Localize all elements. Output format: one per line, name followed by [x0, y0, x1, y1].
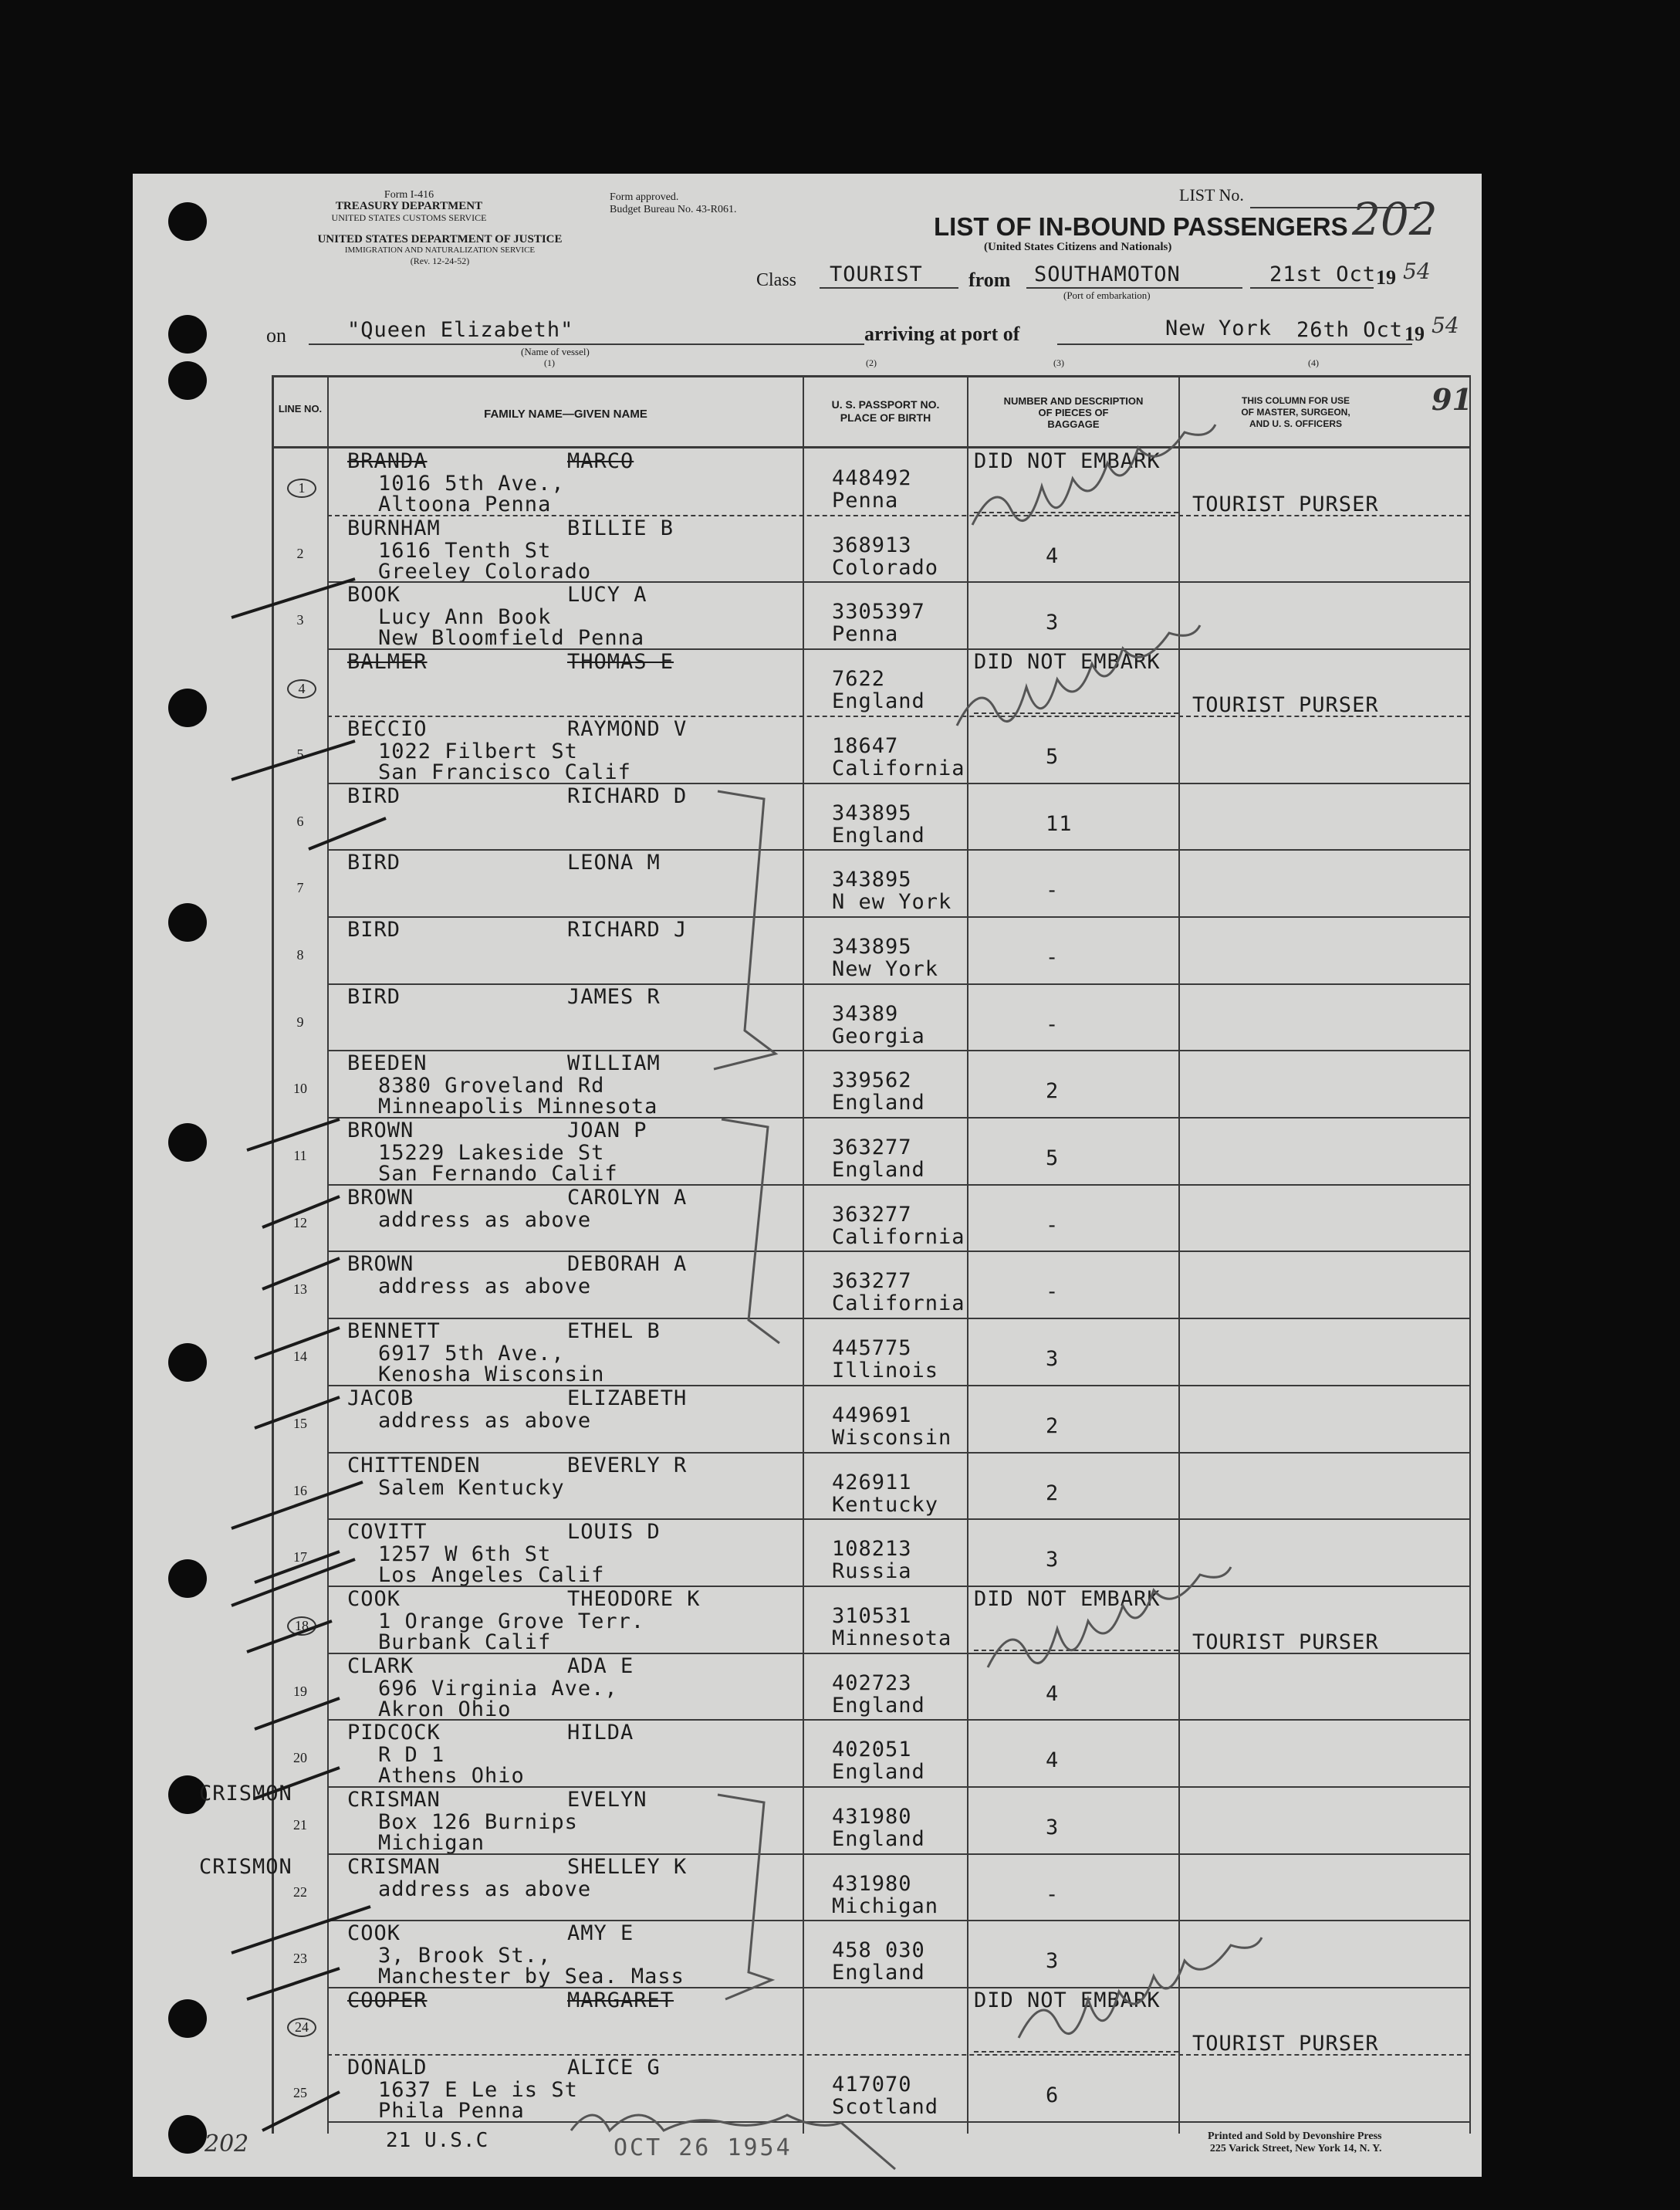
passport-number: 363277 — [832, 1269, 912, 1294]
binder-hole — [168, 2115, 207, 2154]
line-number: 16 — [293, 1482, 307, 1498]
address-line-1: 696 Virginia Ave., — [378, 1676, 618, 1701]
document-title: LIST OF IN-BOUND PASSENGERS — [934, 212, 1348, 241]
given-name: MARCO — [567, 449, 634, 473]
family-name: COVITT — [347, 1520, 428, 1545]
place-of-birth: England — [832, 1961, 925, 1985]
on-label: on — [266, 324, 286, 347]
line-number: 1 — [287, 479, 316, 498]
family-name: BEEDEN — [347, 1051, 428, 1076]
place-of-birth: California — [832, 756, 965, 780]
line-number: 12 — [293, 1214, 307, 1230]
line-number: 14 — [293, 1349, 307, 1365]
manifest-page — [133, 174, 1482, 2177]
budget-bureau: Budget Bureau No. 43-R061. — [610, 204, 737, 215]
date-stamp: OCT 26 1954 — [614, 2134, 793, 2161]
family-name: PIDCOCK — [347, 1721, 441, 1745]
line-number: 11 — [293, 1148, 307, 1163]
arriving-label: arriving at port of — [864, 323, 1020, 345]
family-name: COOPER — [347, 1988, 428, 2013]
line-number: 24 — [287, 2018, 316, 2037]
address-line-2: Akron Ohio — [378, 1697, 512, 1721]
row-divider — [327, 1184, 1469, 1186]
address-line-2: Manchester by Sea. Mass — [378, 1965, 685, 1989]
form-number: Form I-416 — [384, 189, 434, 201]
column-header-baggage-2: OF PIECES OF — [1038, 407, 1109, 418]
given-name: CAROLYN A — [567, 1185, 688, 1210]
address-line-1: address as above — [378, 1877, 592, 1901]
row-divider — [327, 1251, 1469, 1252]
address-line-1: address as above — [378, 1408, 592, 1433]
family-name: CRISMAN — [347, 1854, 441, 1879]
baggage-count: 5 — [1046, 1146, 1060, 1170]
column-header-birth: PLACE OF BIRTH — [840, 411, 931, 424]
given-name: ELIZABETH — [567, 1386, 688, 1410]
place-of-birth: Scotland — [832, 2094, 939, 2119]
baggage-count: 3 — [1046, 1347, 1060, 1372]
column-header-passport: U. S. PASSPORT NO. — [831, 398, 940, 411]
place-of-birth: Michigan — [832, 1894, 939, 1918]
from-label: from — [968, 269, 1011, 291]
given-name: DEBORAH A — [567, 1252, 688, 1277]
binder-hole — [168, 361, 207, 400]
place-of-birth: Illinois — [832, 1359, 939, 1383]
treasury-department: TREASURY DEPARTMENT — [335, 200, 483, 212]
column-header-baggage: NUMBER AND DESCRIPTION — [1003, 395, 1144, 407]
family-name: CRISMAN — [347, 1788, 441, 1812]
baggage-count: 3 — [1046, 1949, 1060, 1974]
passport-number: 402051 — [832, 1738, 912, 1762]
place-of-birth: Colorado — [832, 555, 939, 580]
officer-note: TOURIST PURSER — [1192, 693, 1379, 718]
place-of-birth: N ew York — [832, 890, 952, 915]
list-number: 202 — [1352, 193, 1438, 245]
line-number: 21 — [293, 1817, 307, 1833]
given-name: THEODORE K — [567, 1586, 701, 1611]
line-number: 13 — [293, 1281, 307, 1298]
baggage-count: - — [1046, 1882, 1060, 1907]
row-divider — [327, 1920, 1469, 1921]
column-header-name: FAMILY NAME—GIVEN NAME — [484, 408, 647, 421]
place-of-birth: Kentucky — [832, 1492, 939, 1517]
port-caption: (Port of embarkation) — [1063, 289, 1151, 301]
line-number: 20 — [293, 1750, 307, 1766]
place-of-birth: England — [832, 1091, 925, 1115]
row-divider — [327, 1452, 1469, 1454]
usc-reference: 21 U.S.C — [386, 2129, 489, 2152]
address-line-1: Box 126 Burnips — [378, 1810, 578, 1834]
passport-number: 310531 — [832, 1603, 912, 1628]
address-line-1: 8380 Groveland Rd — [378, 1074, 605, 1098]
address-line-2: New Bloomfield Penna — [378, 626, 645, 651]
binder-hole — [168, 202, 207, 241]
row-divider — [327, 783, 1469, 784]
column-header-officers-3: AND U. S. OFFICERS — [1249, 418, 1342, 429]
row-divider — [327, 916, 1469, 918]
immigration-service: IMMIGRATION AND NATURALIZATION SERVICE — [344, 245, 536, 255]
address-line-2: Minneapolis Minnesota — [378, 1095, 658, 1119]
officer-note: TOURIST PURSER — [1192, 492, 1379, 516]
line-number: 19 — [293, 1683, 307, 1699]
family-name: DONALD — [347, 2055, 428, 2080]
line-number: 6 — [296, 813, 304, 829]
binder-hole — [168, 1559, 207, 1598]
line-number: 25 — [293, 2084, 307, 2100]
passport-number: 108213 — [832, 1537, 912, 1562]
column-number-4: (4) — [1308, 357, 1319, 368]
place-of-birth: Georgia — [832, 1024, 925, 1048]
given-name: BEVERLY R — [567, 1453, 688, 1477]
form-approved: Form approved. — [610, 191, 679, 203]
row-divider — [327, 1518, 1469, 1520]
printer-address: 225 Varick Street, New York 14, N. Y. — [1209, 2143, 1382, 2154]
family-name: BIRD — [347, 984, 401, 1009]
family-name: BRANDA — [347, 449, 428, 473]
given-name: ALICE G — [567, 2055, 661, 2080]
bottom-handwritten-number: 202 — [205, 2130, 249, 2158]
address-line-1: 1016 5th Ave., — [378, 472, 565, 496]
line-number: 9 — [296, 1014, 304, 1030]
address-line-2: Altoona Penna — [378, 492, 552, 516]
passport-number: 363277 — [832, 1135, 912, 1159]
given-name: SHELLEY K — [567, 1854, 688, 1879]
vessel-name: "Queen Elizabeth" — [347, 318, 574, 342]
binder-hole — [168, 1123, 207, 1162]
address-line-1: 15229 Lakeside St — [378, 1141, 605, 1165]
place-of-birth: California — [832, 1291, 965, 1316]
family-name: COOK — [347, 1921, 401, 1946]
arrival-port: New York — [1165, 316, 1273, 340]
address-line-1: 1022 Filbert St — [378, 739, 578, 763]
row-divider — [327, 1050, 1469, 1051]
baggage-status: DID NOT EMBARK — [974, 1988, 1161, 2013]
line-number: 23 — [293, 1951, 307, 1967]
address-line-1: 1637 E Le is St — [378, 2077, 578, 2102]
given-name: RICHARD J — [567, 917, 688, 942]
binder-hole — [168, 315, 207, 354]
row-divider — [327, 1719, 1469, 1721]
line-number: 4 — [287, 679, 316, 699]
arrival-year: 54 — [1432, 313, 1459, 338]
baggage-status: DID NOT EMBARK — [974, 1586, 1161, 1611]
passport-number: 34389 — [832, 1001, 899, 1026]
family-name: CHITTENDEN — [347, 1453, 481, 1477]
class-value: TOURIST — [830, 262, 923, 286]
binder-hole — [168, 1343, 207, 1382]
column-header-officers: THIS COLUMN FOR USE — [1242, 395, 1350, 406]
place-of-birth: Penna — [832, 622, 899, 647]
column-header-line-no: LINE NO. — [278, 403, 323, 415]
vessel-caption: (Name of vessel) — [521, 346, 590, 357]
row-divider — [327, 849, 1469, 851]
line-number: 5 — [296, 746, 304, 762]
address-line-2: Los Angeles Calif — [378, 1563, 605, 1588]
family-name: BIRD — [347, 917, 401, 942]
baggage-count: 2 — [1046, 1079, 1060, 1104]
row-divider — [327, 1385, 1469, 1386]
binder-hole — [168, 903, 207, 942]
place-of-birth: England — [832, 1158, 925, 1182]
row-divider — [327, 1653, 1469, 1654]
given-name: WILLIAM — [567, 1051, 661, 1076]
row-divider — [327, 983, 1469, 985]
row-divider — [327, 648, 1469, 650]
address-line-2: Kenosha Wisconsin — [378, 1362, 605, 1387]
passport-number: 363277 — [832, 1202, 912, 1227]
place-of-birth: California — [832, 1224, 965, 1249]
revision: (Rev. 12-24-52) — [410, 256, 470, 266]
passport-number: 343895 — [832, 868, 912, 892]
departure-year-prefix: 19 — [1376, 266, 1396, 289]
given-name: ADA E — [567, 1653, 634, 1678]
column-number-2: (2) — [866, 357, 877, 368]
baggage-count: 4 — [1046, 1748, 1060, 1773]
passport-number: 7622 — [832, 667, 886, 692]
baggage-count: 4 — [1046, 1681, 1060, 1706]
row-divider — [327, 1318, 1469, 1319]
passport-number: 431980 — [832, 1871, 912, 1896]
address-line-1: Lucy Ann Book — [378, 605, 552, 630]
family-name: CLARK — [347, 1653, 414, 1678]
passport-number: 343895 — [832, 934, 912, 959]
address-line-2: Phila Penna — [378, 2098, 525, 2123]
baggage-count: 2 — [1046, 1481, 1060, 1505]
address-line-2: Athens Ohio — [378, 1764, 525, 1789]
baggage-count: 6 — [1046, 2083, 1060, 2107]
address-line-1: 3, Brook St., — [378, 1944, 552, 1968]
baggage-count: 5 — [1046, 744, 1060, 769]
baggage-count: 3 — [1046, 1816, 1060, 1839]
row-divider — [327, 1853, 1469, 1855]
place-of-birth: England — [832, 1760, 925, 1785]
passport-number: 343895 — [832, 800, 912, 825]
passport-number: 448492 — [832, 466, 912, 490]
given-name: JOAN P — [567, 1119, 647, 1142]
passport-number: 402723 — [832, 1670, 912, 1695]
given-name: THOMAS E — [567, 650, 674, 675]
class-label: Class — [756, 270, 797, 290]
family-name: BOOK — [347, 583, 401, 607]
column-number-3: (3) — [1053, 357, 1064, 368]
row-divider — [327, 515, 1469, 516]
port-of-embarkation: SOUTHAMOTON — [1034, 262, 1181, 286]
line-number: 7 — [296, 880, 304, 896]
family-name: BALMER — [347, 650, 428, 675]
list-no-label: LIST No. — [1179, 185, 1244, 205]
baggage-status: DID NOT EMBARK — [974, 449, 1161, 473]
arrival-date: 26th Oct — [1296, 318, 1404, 342]
passport-number: 18647 — [832, 733, 899, 758]
address-line-1: address as above — [378, 1274, 592, 1299]
given-name: LEONA M — [567, 851, 661, 875]
place-of-birth: New York — [832, 956, 939, 981]
passport-number: 417070 — [832, 2072, 912, 2097]
baggage-count: 3 — [1046, 611, 1060, 635]
place-of-birth: Penna — [832, 489, 899, 513]
given-name: HILDA — [567, 1721, 634, 1745]
place-of-birth: Minnesota — [832, 1626, 952, 1650]
column-number-1: (1) — [544, 357, 555, 368]
address-line-1: 1 Orange Grove Terr. — [378, 1609, 645, 1633]
officer-note: TOURIST PURSER — [1192, 2032, 1379, 2056]
given-name: JAMES R — [567, 984, 661, 1009]
place-of-birth: England — [832, 689, 925, 714]
arrival-year-prefix: 19 — [1405, 323, 1425, 345]
given-name: MARGARET — [567, 1988, 674, 2013]
family-name: JACOB — [347, 1386, 414, 1410]
dotted-line — [974, 2051, 1178, 2053]
printer-name: Printed and Sold by Devonshire Press — [1208, 2130, 1382, 2142]
family-name: BROWN — [347, 1252, 414, 1277]
baggage-count: - — [1046, 1213, 1060, 1237]
document-subtitle: (United States Citizens and Nationals) — [984, 241, 1172, 253]
family-name: BECCIO — [347, 716, 428, 741]
baggage-count: 11 — [1046, 811, 1073, 836]
family-name: BIRD — [347, 783, 401, 808]
baggage-count: - — [1046, 1280, 1060, 1305]
departure-year: 54 — [1403, 259, 1431, 284]
officer-note: TOURIST PURSER — [1192, 1630, 1379, 1654]
place-of-birth: England — [832, 1693, 925, 1718]
address-line-1: address as above — [378, 1207, 592, 1232]
line-number: 22 — [293, 1883, 307, 1900]
baggage-status: DID NOT EMBARK — [974, 650, 1161, 675]
line-number: 15 — [293, 1415, 307, 1431]
row-divider — [327, 581, 1469, 583]
departure-date: 21st Oct — [1269, 262, 1377, 286]
address-line-2: Burbank Calif — [378, 1630, 552, 1654]
line-number: 2 — [296, 545, 304, 561]
baggage-count: 3 — [1046, 1548, 1060, 1572]
family-name: BROWN — [347, 1119, 414, 1142]
given-name: LUCY A — [567, 583, 647, 607]
given-name: RICHARD D — [567, 783, 688, 808]
row-divider — [327, 1117, 1469, 1119]
line-number: 10 — [293, 1081, 307, 1097]
family-name: BROWN — [347, 1185, 414, 1210]
place-of-birth: Russia — [832, 1559, 912, 1584]
binder-hole — [168, 1999, 207, 2038]
baggage-count: 4 — [1046, 543, 1060, 568]
address-line-2: Greeley Colorado — [378, 559, 592, 584]
margin-note-crismon: CRISMON — [199, 1782, 292, 1806]
justice-department: UNITED STATES DEPARTMENT OF JUSTICE — [317, 233, 563, 245]
dotted-line — [974, 712, 1178, 714]
address-line-1: Salem Kentucky — [378, 1475, 565, 1500]
address-line-2: Michigan — [378, 1831, 485, 1855]
row-divider — [327, 1586, 1469, 1587]
passport-number: 449691 — [832, 1403, 912, 1427]
margin-note-crismon: CRISMON — [199, 1855, 292, 1879]
address-line-1: 1616 Tenth St — [378, 538, 552, 563]
family-name: BIRD — [347, 851, 401, 875]
baggage-count: - — [1046, 945, 1060, 970]
address-line-2: San Francisco Calif — [378, 760, 631, 784]
address-line-1: R D 1 — [378, 1743, 445, 1768]
passport-number: 431980 — [832, 1805, 912, 1829]
address-line-1: 1257 W 6th St — [378, 1542, 552, 1567]
column-header-officers-2: OF MASTER, SURGEON, — [1241, 407, 1350, 418]
line-number: 18 — [287, 1616, 316, 1636]
row-divider — [327, 1987, 1469, 1988]
given-name: LOUIS D — [567, 1520, 661, 1545]
passport-number: 426911 — [832, 1470, 912, 1494]
given-name: EVELYN — [567, 1788, 647, 1812]
line-number: 3 — [296, 612, 304, 628]
family-name: BENNETT — [347, 1319, 441, 1344]
passport-number: 458 030 — [832, 1938, 925, 1963]
passport-number: 368913 — [832, 533, 912, 557]
dotted-line — [974, 1650, 1178, 1651]
dotted-line — [974, 512, 1178, 513]
baggage-count: - — [1046, 878, 1060, 903]
row-divider — [327, 1786, 1469, 1788]
line-number: 17 — [293, 1549, 307, 1565]
row-divider — [327, 716, 1469, 717]
baggage-count: - — [1046, 1012, 1060, 1037]
baggage-count: 2 — [1046, 1413, 1060, 1438]
passport-number: 339562 — [832, 1068, 912, 1093]
row-divider — [327, 2121, 1469, 2123]
customs-service: UNITED STATES CUSTOMS SERVICE — [331, 212, 487, 223]
page-mark: 91 — [1432, 382, 1472, 417]
place-of-birth: England — [832, 823, 925, 848]
line-number: 8 — [296, 946, 304, 963]
passport-number: 445775 — [832, 1336, 912, 1361]
given-name: BILLIE B — [567, 516, 674, 540]
address-line-1: 6917 5th Ave., — [378, 1342, 565, 1366]
family-name: COOK — [347, 1586, 401, 1611]
given-name: AMY E — [567, 1921, 634, 1946]
row-divider — [327, 2054, 1469, 2056]
family-name: BURNHAM — [347, 516, 441, 540]
place-of-birth: Wisconsin — [832, 1425, 952, 1450]
given-name: RAYMOND V — [567, 716, 688, 741]
place-of-birth: England — [832, 1827, 925, 1851]
column-header-baggage-3: BAGGAGE — [1047, 418, 1100, 430]
given-name: ETHEL B — [567, 1319, 661, 1344]
passport-number: 3305397 — [832, 600, 925, 624]
address-line-2: San Fernando Calif — [378, 1162, 618, 1186]
binder-hole — [168, 689, 207, 727]
